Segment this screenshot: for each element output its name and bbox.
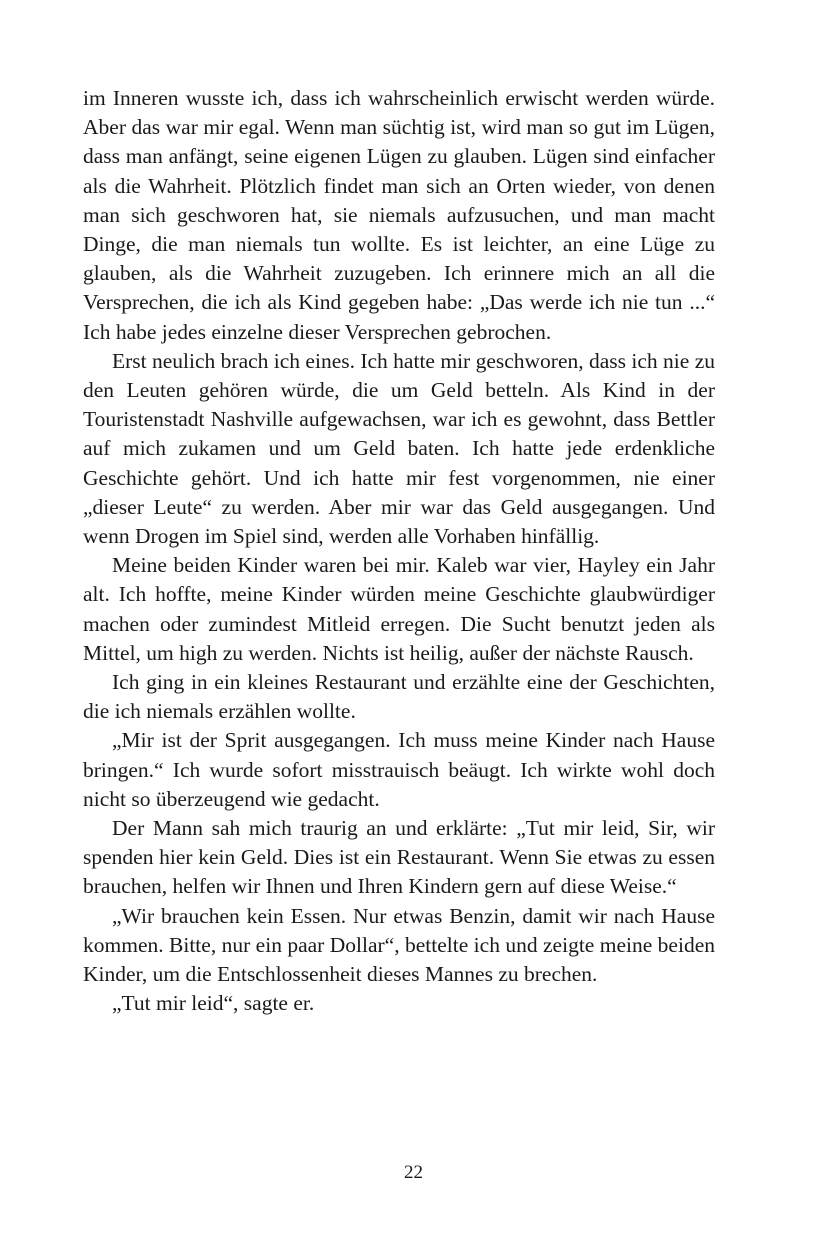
paragraph: Der Mann sah mich traurig an und erklärte: „Tut mir leid, Sir, wir spenden hier kein Geld. Dies ist ein Restaurant. Wenn Sie etwas zu essen brauchen, helfen wir Ihnen und Ihren Kindern gern auf diese Weise.“ [83, 816, 715, 899]
paragraph: Erst neulich brach ich eines. Ich hatte mir geschworen, dass ich nie zu den Leuten gehören würde, die um Geld betteln. Als Kind in der Touristenstadt Nashville aufgewachsen, war ich es gewohnt, dass Bettler auf mich zukamen und um Geld baten. Ich hatte jede erdenkliche Geschichte gehört. Und ich hatte mir fest vorgenommen, nie einer „dieser Leute“ zu werden. Aber mir war das Geld ausgegangen. Und wenn Drogen im Spiel sind, werden alle Vorhaben hinfällig. [83, 348, 715, 549]
paragraph: „Wir brauchen kein Essen. Nur etwas Benzin, damit wir nach Hause kommen. Bitte, nur ein paar Dollar“, bettelte ich und zeigte meine beiden Kinder, um die Entschlossenheit dieses Mannes zu brechen. [83, 903, 715, 987]
paragraph: Meine beiden Kinder waren bei mir. Kaleb war vier, Hayley ein Jahr alt. Ich hoffte, meine Kinder würden meine Geschichte glaubwürdiger machen oder zumindest Mitleid erregen. Die Sucht benutzt jeden als Mittel, um high zu werden. Nichts ist heilig, außer der nächste Rausch. [83, 553, 715, 665]
page-number: 22 [404, 1162, 423, 1183]
paragraph-last: „Tut mir leid“, sagte er. [112, 991, 315, 1016]
paragraph-continuation: im Inneren wusste ich, dass ich wahrscheinlich erwischt werden würde. Aber das war mir egal. Wenn man süchtig ist, wird man so gut im Lügen, dass man anfängt, seine eigenen Lügen zu glauben. Lügen sind einfacher als die Wahrheit. Plötzlich findet man sich an Orten wieder, von denen man sich geschworen hat, sie niemals aufzusuchen, und man macht Dinge, die man niemals tun wollte. Es ist leichter, an eine Lüge zu glauben, als die Wahrheit zuzugeben. Ich erinnere mich an all die Versprechen, die ich als Kind gegeben habe: „Das werde ich nie tun ...“ Ich habe jedes einzelne dieser Versprechen gebrochen. [83, 86, 715, 344]
page-body [83, 84, 715, 1019]
paragraph: Ich ging in ein kleines Restaurant und erzählte eine der Geschichten, die ich niemals erzählen wollte. [83, 670, 715, 724]
paragraph: „Mir ist der Sprit ausgegangen. Ich muss meine Kinder nach Hause bringen.“ Ich wurde sofort misstrauisch beäugt. Ich wirkte wohl doch nicht so überzeugend wie gedacht. [83, 728, 715, 811]
